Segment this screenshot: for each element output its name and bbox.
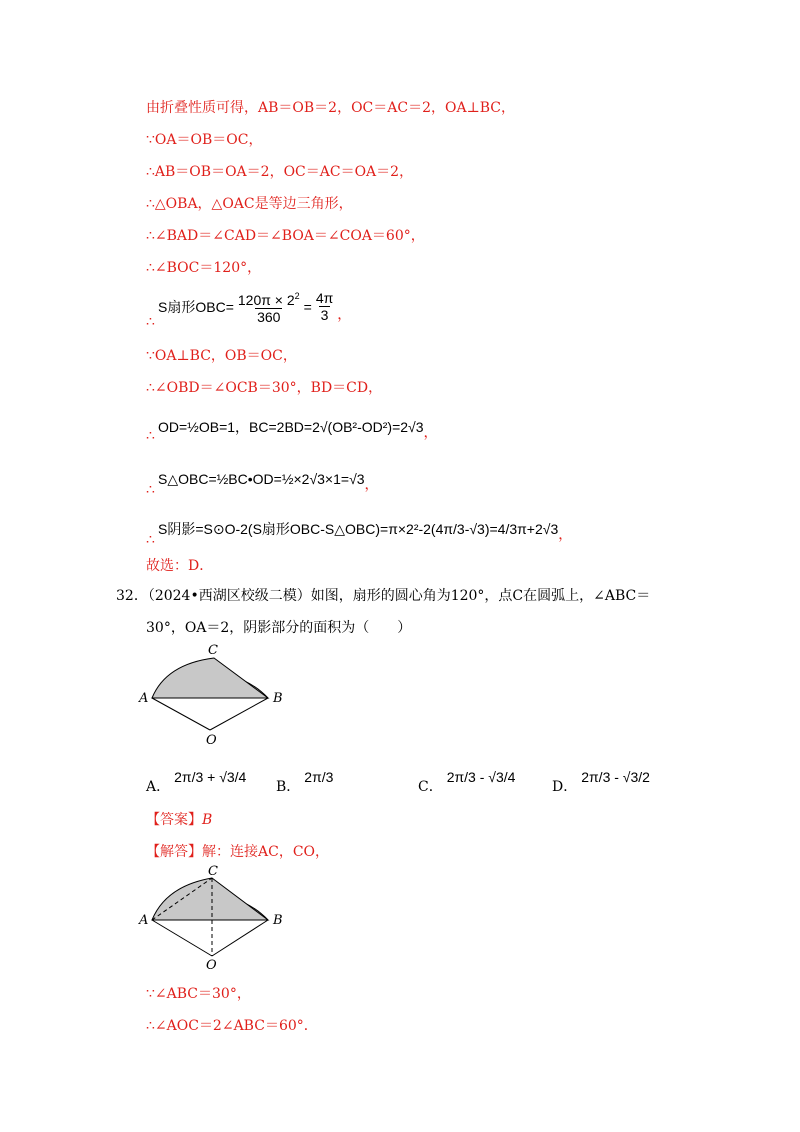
solution-line-2: ∵OA＝OB＝OC，: [146, 132, 263, 148]
solution-line-1: 由折叠性质可得，AB＝OB＝2，OC＝AC＝2，OA⊥BC，: [146, 100, 516, 116]
option-a-expr: 2π/3 + √3/4: [174, 769, 247, 785]
therefore-symbol-4: ∴: [146, 532, 155, 548]
shaded-region: [152, 658, 268, 698]
option-c-expr: 2π/3 - √3/4: [446, 769, 516, 785]
radius-oa: [152, 698, 210, 730]
therefore-symbol-3: ∴: [146, 482, 155, 498]
radius-ob: [210, 698, 268, 730]
option-c[interactable]: C． 2π/3 - √3/4: [418, 769, 516, 795]
solution-line-8: ∴∠OBD＝∠OCB＝30°，BD＝CD，: [146, 380, 383, 396]
label-b-2: B: [273, 913, 283, 928]
analysis-label: 【解答】: [146, 844, 202, 860]
final-line-1: ∵∠ABC＝30°，: [146, 986, 251, 1002]
solution-line-5: ∴∠BAD＝∠CAD＝∠BOA＝∠COA＝60°，: [146, 228, 425, 244]
question-line-2: 30°，OA＝2，阴影部分的面积为（ ）: [146, 620, 412, 636]
answer-line: [146, 810, 212, 830]
final-line-2: ∴∠AOC＝2∠ABC＝60°．: [146, 1018, 318, 1034]
figure-sector-solution: [136, 862, 296, 972]
solution-line-6: ∴∠BOC＝120°，: [146, 260, 262, 276]
question-text: （2024•西湖区校级二模）如图，扇形的圆心角为120°，点C在圆弧上，∠ABC＝: [147, 588, 651, 604]
analysis-line: [146, 842, 329, 862]
solution-line-3: ∴AB＝OB＝OA＝2，OC＝AC＝OA＝2，: [146, 164, 414, 180]
radius-ob-2: [212, 920, 268, 956]
label-a-2: A: [139, 913, 149, 928]
question-line-1: [116, 586, 676, 606]
option-b[interactable]: B． 2π/3: [276, 769, 334, 795]
question-number: 32．: [116, 588, 148, 604]
label-c: C: [208, 643, 218, 658]
formula-od: OD=½OB=1，BC=2BD=2√(OB²-OD²)=2√3 ，: [158, 419, 438, 441]
shaded-region-2: [152, 878, 268, 920]
label-o: O: [206, 733, 217, 748]
answer-label: 【答案】: [146, 812, 202, 828]
sector-result: $\frac{4\pi}{3}$: [315, 290, 334, 323]
formula-triangle-area: S△OBC=½BC•OD=½×2√3×1=√3 ，: [158, 470, 379, 493]
analysis-text: 解：连接AC，CO，: [202, 844, 330, 860]
conclusion: 故选：D．: [146, 558, 214, 574]
therefore-symbol: ∴: [146, 314, 155, 330]
sector-lhs: S扇形OBC: [158, 298, 226, 315]
formula-tri-text: S△OBC=½BC•OD=½×2√3×1=√3: [158, 470, 365, 487]
label-c-2: C: [208, 864, 218, 879]
sector-fraction: $\frac{120\pi \times 2^2}{360}$: [237, 291, 300, 325]
option-d[interactable]: D． 2π/3 - √3/2: [552, 769, 650, 795]
label-b: B: [273, 691, 283, 706]
solution-line-4: ∴△OBA，△OAC是等边三角形，: [146, 196, 353, 212]
formula-sector-area: S扇形OBC = $\frac{120\pi \times 2^2}{360}$ = $\frac{4\pi}{3}$ ，: [158, 290, 352, 325]
radius-oa-2: [152, 920, 212, 956]
option-d-expr: 2π/3 - √3/2: [581, 769, 650, 785]
formula-od-text: OD=½OB=1，BC=2BD=2√(OB²-OD²)=2√3: [158, 419, 424, 435]
option-b-expr: 2π/3: [304, 769, 334, 785]
formula-shadow-text: S阴影=S⊙O-2(S扇形OBC-S△OBC)=π×2²-2(4π/3-√3)=4/3π+2√3: [158, 521, 559, 537]
answer-value: B: [202, 812, 213, 828]
label-a: A: [139, 691, 149, 706]
therefore-symbol-2: ∴: [146, 428, 155, 444]
label-o-2: O: [206, 958, 217, 972]
solution-line-7: ∵OA⊥BC，OB＝OC，: [146, 348, 297, 364]
option-a[interactable]: A． 2π/3 + √3/4: [146, 769, 247, 795]
figure-sector-question: [136, 640, 296, 750]
formula-shadow-area: S阴影=S⊙O-2(S扇形OBC-S△OBC)=π×2²-2(4π/3-√3)=4/3π+2√3 ，: [158, 521, 573, 543]
